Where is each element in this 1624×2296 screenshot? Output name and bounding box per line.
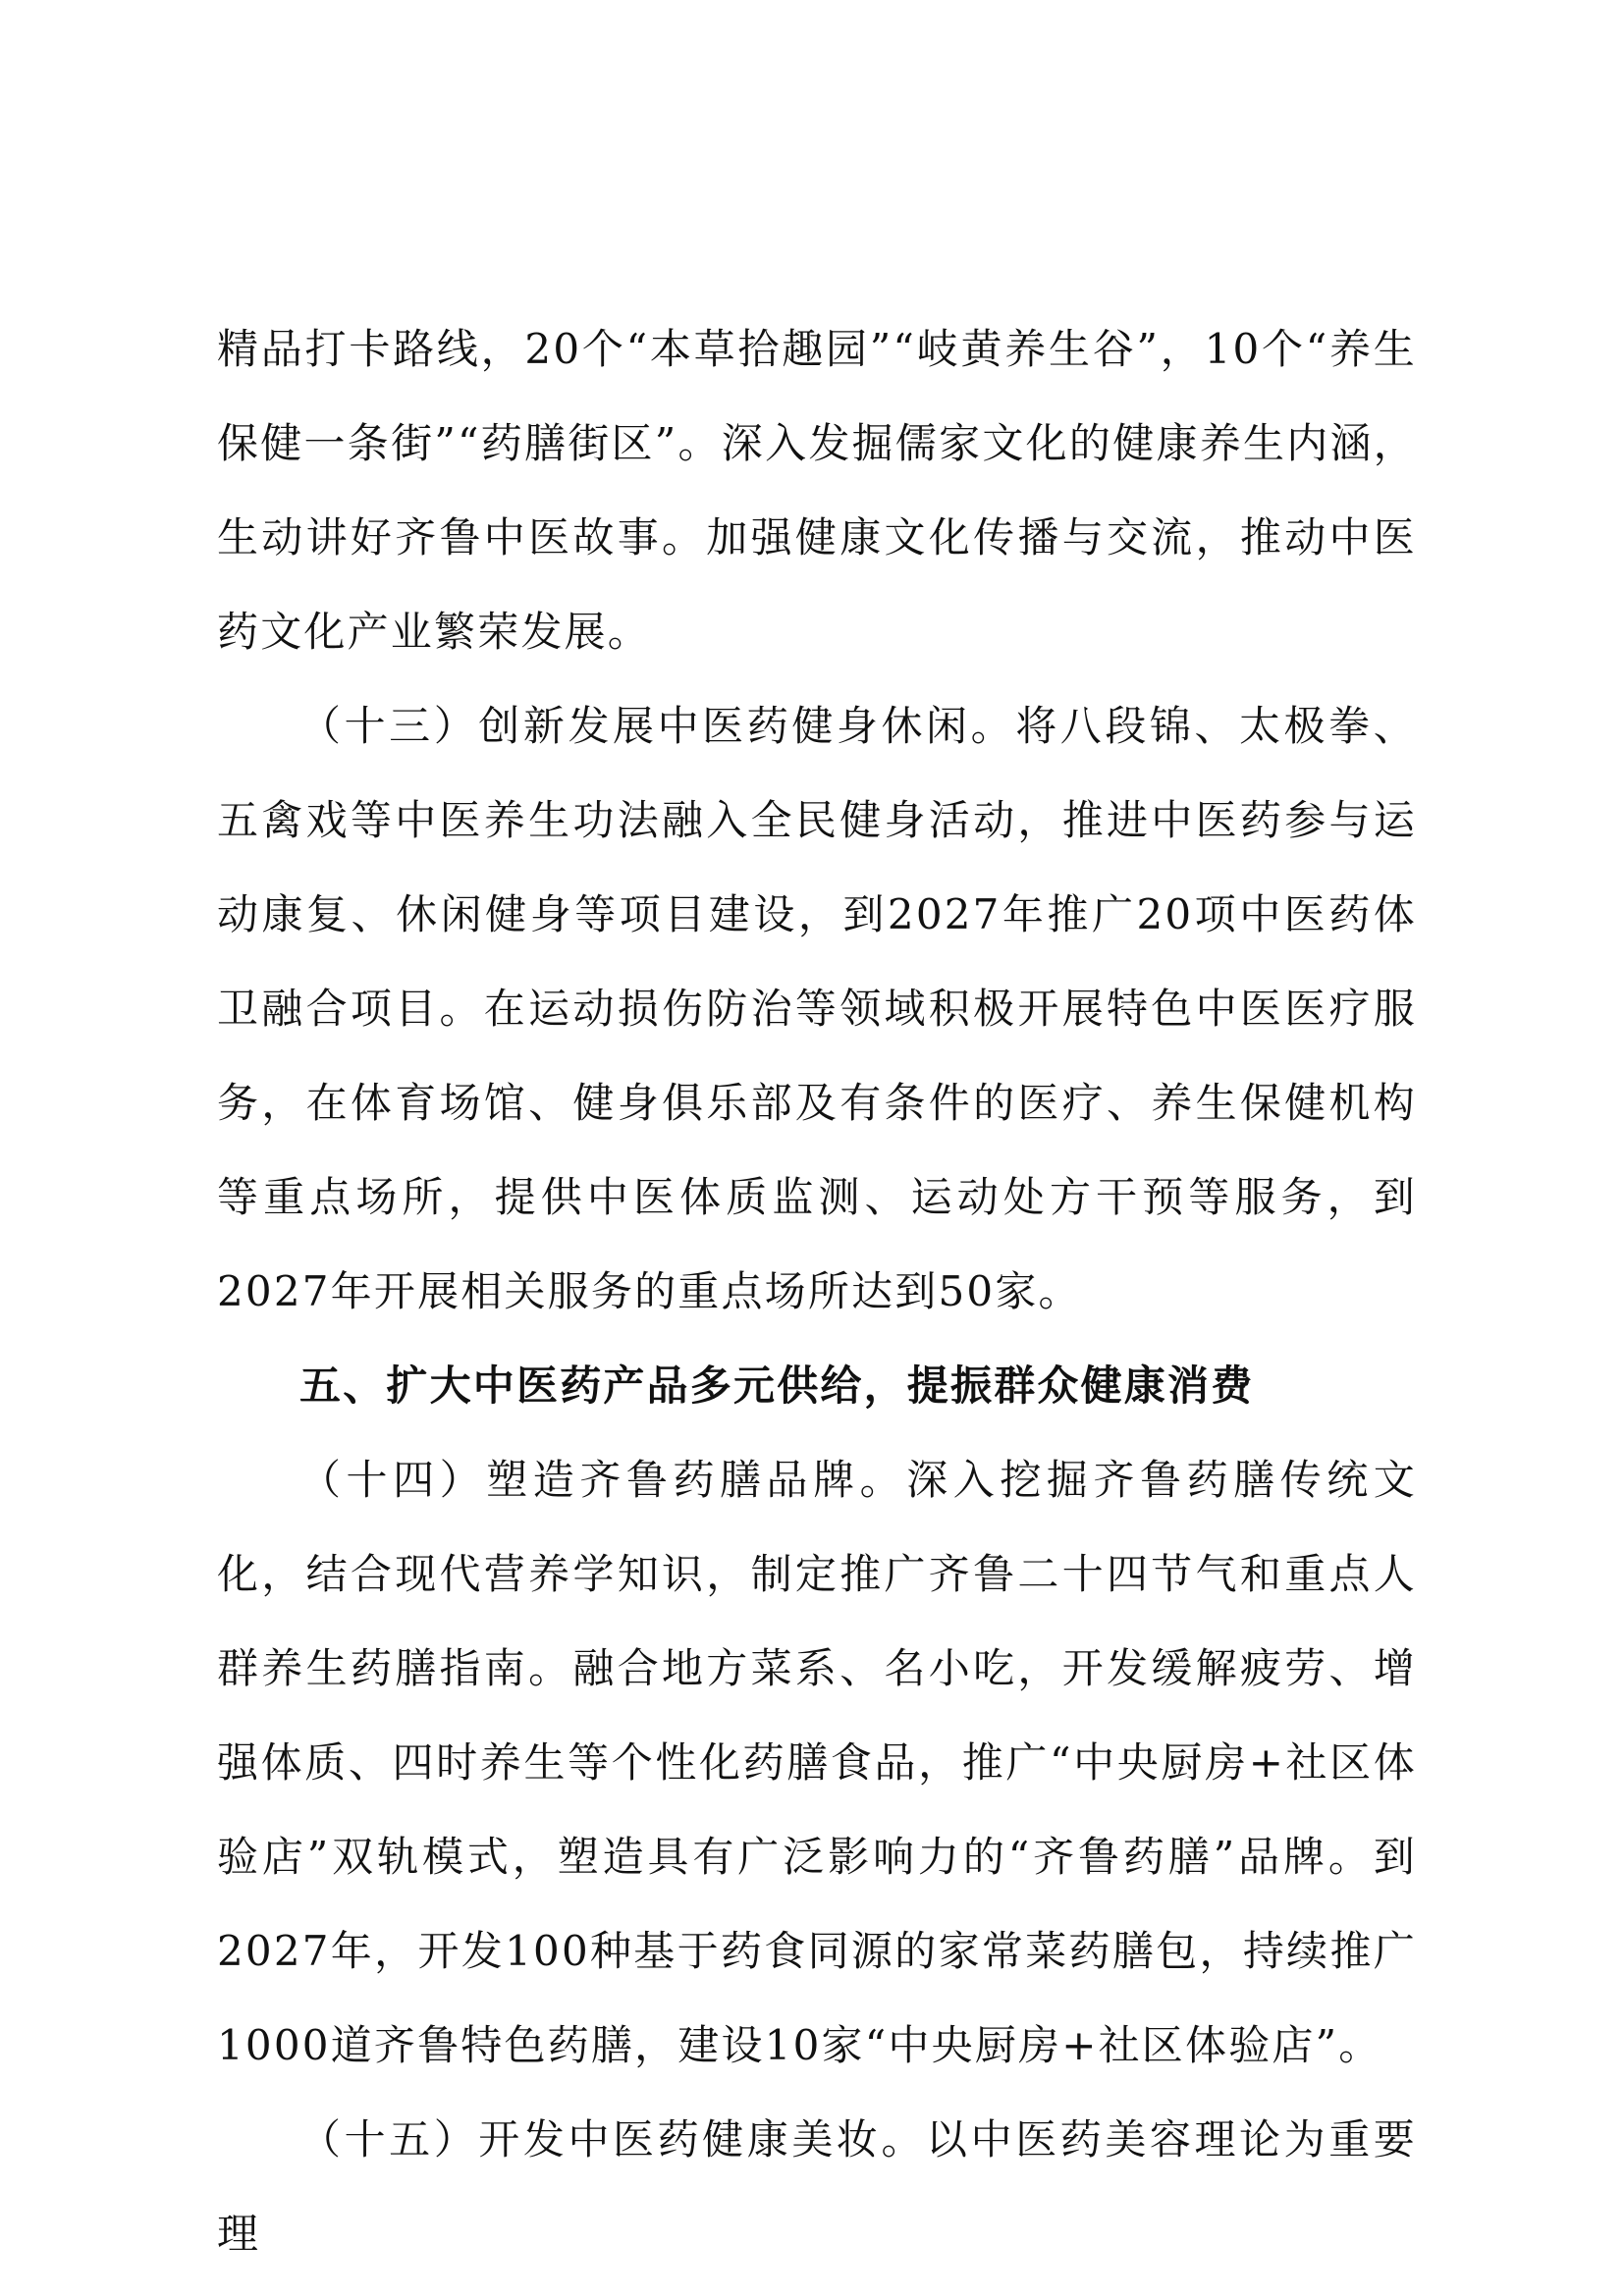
section-heading-5: 五、扩大中医药产品多元供给，提振群众健康消费	[299, 1362, 1255, 1410]
paragraph-section-14: （十四）塑造齐鲁药膳品牌。深入挖掘齐鲁药膳传统文化，结合现代营养学知识，制定推广齐鲁二十四节气和重点人群养生药膳指南。融合地方菜系、名小吃，开发缓解疲劳、增强体质、四时养生等个性化药膳食品，推广“中央厨房+社区体验店”双轨模式，塑造具有广泛影响力的“齐鲁药膳”品牌。到2027年，开发100种基于药食同源的家常菜药膳包，持续推广1000道齐鲁特色药膳，建设10家“中央厨房+社区体验店”。	[217, 1456, 1417, 2069]
document-body	[217, 302, 1417, 2281]
paragraph-section-15: （十五）开发中医药健康美妆。以中医药美容理论为重要理	[217, 2115, 1417, 2258]
paragraph-continued: 精品打卡路线，20个“本草拾趣园”“岐黄养生谷”，10个“养生保健一条街”“药膳街区”。深入发掘儒家文化的健康养生内涵，生动讲好齐鲁中医故事。加强健康文化传播与交流，推动中医药文化产业繁荣发展。	[217, 325, 1417, 656]
paragraph-section-13: （十三）创新发展中医药健身休闲。将八段锦、太极拳、五禽戏等中医养生功法融入全民健身活动，推进中医药参与运动康复、休闲健身等项目建设，到2027年推广20项中医药体卫融合项目。在运动损伤防治等领域积极开展特色中医医疗服务，在体育场馆、健身俱乐部及有条件的医疗、养生保健机构等重点场所，提供中医体质监测、运动处方干预等服务，到2027年开展相关服务的重点场所达到50家。	[217, 702, 1417, 1315]
